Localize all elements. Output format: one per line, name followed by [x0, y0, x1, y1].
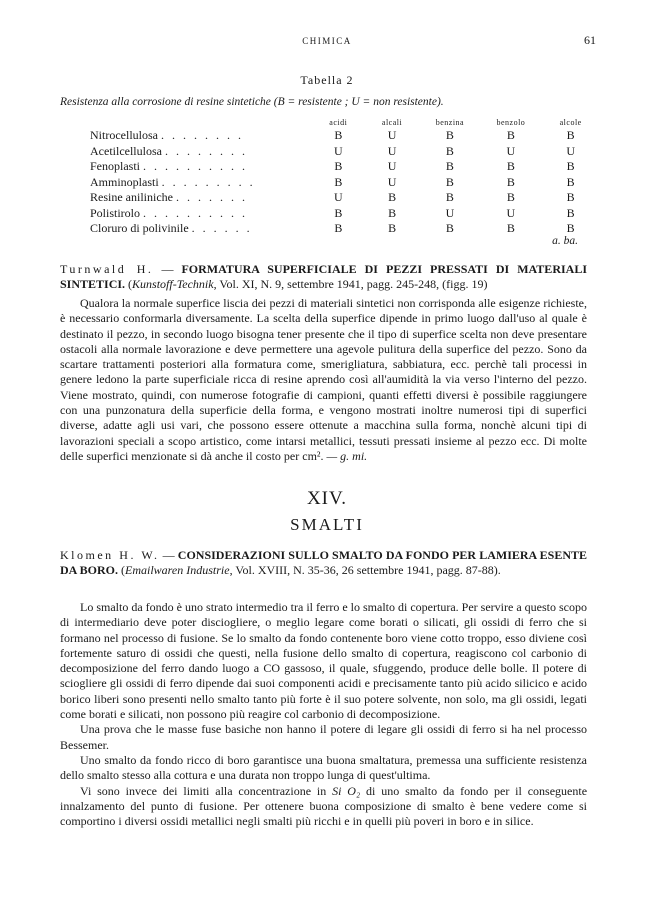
table-cell: U — [387, 128, 397, 143]
table-cell: B — [388, 221, 397, 236]
table-cell: B — [566, 174, 575, 189]
entry-body — [60, 600, 587, 829]
entry-details: , Vol. XI, N. 9, settembre 1941, pagg. 245-248, (figg. 19) — [213, 277, 488, 291]
entry-title: FORMATURA SUPERFICIALE DI PEZZI PRESSATI DI MATERIALI SINTETICI. — [60, 262, 587, 291]
table-cell: B — [388, 190, 397, 205]
table-cell: B — [566, 221, 575, 236]
row-label: Cloruro di polivinile — [90, 221, 189, 236]
column-header: alcole — [559, 117, 582, 127]
row-label: Amminoplasti — [90, 174, 159, 189]
table-cell: B — [445, 190, 454, 205]
table-cell: B — [334, 205, 343, 220]
entry-source: Emailwaren Industrie — [125, 563, 230, 577]
table-caption: Resistenza alla corrosione di resine sintetiche (B = resistente ; U = non resistente). — [60, 96, 444, 108]
entry-dash: — — [159, 548, 178, 562]
table-cell: B — [506, 128, 515, 143]
paragraph-text: Vi sono invece dei limiti alla concentrazione in — [80, 783, 333, 798]
table-cell: U — [506, 143, 516, 158]
table-corner-cell — [60, 116, 312, 128]
table-cell: U — [445, 205, 455, 220]
entry-details: , Vol. XVIII, N. 35-36, 26 settembre 1941, pagg. 87-88). — [229, 563, 501, 577]
table-cell: B — [506, 190, 515, 205]
paragraph — [60, 296, 587, 464]
entry-author: Klomen H. W. — [60, 548, 160, 562]
table-cell: B — [334, 174, 343, 189]
table-row — [60, 221, 600, 237]
column-header: acidi — [329, 117, 348, 127]
row-label: Polistirolo — [90, 205, 141, 220]
paragraph: Lo smalto da fondo è uno strato intermedio tra il ferro e lo smalto di copertura. Per servire a questo scopo di intermediario deve poter disciogliere, o meglio legare come borati o silicati, gli ossidi di ferro che si formano nel processo di fusione. Se lo smalto da fondo contenente boro viene cotto troppo, esso diviene così fortemente saturo di ossidi che questi, nella fusione dello smalto di copertura, reagiscono col carbonio di decomposizione del ferro dando luogo a CO gassoso, il quale, sfuggendo, produce delle bolle. Il potere di sciogliere gli ossidi di ferro dipende dai suoi componenti acidi e precisamente tanto più acido silicico e acido borico liberi sono presenti nello smalto tanto più forte è il suo potere solvente, non solo, ma gli ossidi, legati come borati e silicati, non possono più reagire col carbonio di decomposizione. — [60, 600, 587, 722]
table-cell: B — [445, 159, 454, 174]
resin-resistance-table — [60, 116, 600, 237]
entry-heading: Klomen H. W. — CONSIDERAZIONI SULLO SMALTO DA FONDO PER LAMIERA ESENTE DA BORO. (Emailwaren Industrie, Vol. XVIII, N. 35-36, 26 settembre 1941, pagg. 87-88). — [60, 548, 588, 577]
entry-dash: — — [153, 262, 182, 276]
table-cell: B — [334, 128, 343, 143]
table-cell: B — [388, 205, 397, 220]
table-cell: B — [445, 143, 454, 158]
table-cell: B — [566, 128, 575, 143]
table-cell: B — [566, 205, 575, 220]
table-cell: U — [387, 143, 397, 158]
table-cell: B — [445, 174, 454, 189]
entry-signature: — g. mi. — [326, 448, 368, 463]
table-cell: B — [334, 221, 343, 236]
table-row — [60, 159, 600, 175]
table-title: Tabella 2 — [300, 73, 354, 87]
leader-dots: . . . . . . . . . . — [143, 159, 248, 174]
leader-dots: . . . . . . . . . — [161, 174, 256, 189]
paragraph-text: Qualora la normale superfice liscia dei pezzi di materiali sintetici non corrisponda alle esigenze richieste, è necessario conformarla diversamente. La scelta della superfice dipende in primo luogo dall'uso al quale è destinato il pezzo, in secondo luogo bisogna tener presente che il tipo di superfice scelta non deve presentare ostacoli alla normale lavorazione e deve permettere una agevole pulitura della superfice del pezzo. Sono da scartare trattamenti posteriori alla formatura come, smerigliatura, sabbiatura, ecc. perchè tali processi in genere ledono la parte superficiale ricca di resine aprendo così all'aumidità la via verso l'interno del pezzo. Viene mostrato, quindi, con numerose fotografie di campioni, quanti effetti diversi è possibile raggiungere con una punzonatura della superficie della forma, e vengono mostrati inoltre numerosi tipi di superfici diverse, adatte agli usi vari, che possono essere ottenute a macchina sulla forma, nonchè alcuni tipi di lavorazioni speciali a scopo artistico, come intarsi metallici, tessuti pressati insieme al pezzo ecc. Di molte delle superfici menzionate si dà anche il costo per cm². — [60, 296, 587, 463]
table-row — [60, 206, 600, 222]
row-label: Acetilcellulosa — [90, 143, 162, 158]
table-row — [60, 175, 600, 191]
paragraph: Uno smalto da fondo ricco di boro garantisce una buona smaltatura, premessa una sufficiente resistenza dello smalto stesso alla cottura e una durata non troppo lunga di quest'ultima. — [60, 752, 587, 783]
table-cell: B — [445, 128, 454, 143]
column-header: alcali — [381, 117, 403, 127]
leader-dots: . . . . . . — [191, 221, 253, 236]
table-cell: B — [506, 174, 515, 189]
table-row — [60, 128, 600, 144]
entry-source: Kunstoff-Technik — [132, 277, 214, 291]
table-cell: U — [506, 205, 516, 220]
column-header: benzolo — [496, 117, 526, 127]
table-cell: U — [333, 190, 343, 205]
leader-dots: . . . . . . . . — [160, 128, 244, 143]
table-cell: B — [566, 159, 575, 174]
leader-dots: . . . . . . . . — [164, 143, 248, 158]
entry-heading: Turnwald H. — FORMATURA SUPERFICIALE DI PEZZI PRESSATI DI MATERIALI SINTETICI. (Kunstoff-Technik, Vol. XI, N. 9, settembre 1941, pagg. 245-248, (figg. 19) — [60, 262, 587, 291]
table-cell: B — [445, 221, 454, 236]
table-row — [60, 190, 600, 206]
chemical-formula: Si O₂ — [332, 783, 361, 798]
table-cell: U — [333, 143, 343, 158]
row-label: Nitrocellulosa — [90, 128, 158, 143]
entry-body — [60, 296, 587, 464]
paragraph-text: di uno smalto da fondo per il conseguente innalzamento del punto di fusione. Per ottenere buona composizione di smalto è bene vedere come si comportino i diversi ossidi metallici negli smalti più ricchi e in quelli più poveri in boro e in silice. — [60, 783, 588, 829]
leader-dots: . . . . . . . — [175, 190, 248, 205]
leader-dots: . . . . . . . . . . — [143, 205, 248, 220]
table-cell: B — [506, 159, 515, 174]
row-label: Resine aniliniche — [90, 190, 173, 205]
section-title: SMALTI — [290, 515, 364, 534]
table-cell: B — [334, 159, 343, 174]
section-number: XIV. — [306, 488, 348, 509]
table-row — [60, 144, 600, 160]
table-cell: U — [566, 143, 576, 158]
paragraph: Una prova che le masse fuse basiche non hanno il potere di legare gli ossidi di ferro si ha nel processo Bessemer. — [60, 722, 587, 752]
table-cell: U — [387, 174, 397, 189]
entry-title: CONSIDERAZIONI SULLO SMALTO DA FONDO PER LAMIERA ESENTE DA BORO. — [60, 548, 588, 577]
paragraph — [60, 784, 587, 830]
table-cell: B — [566, 190, 575, 205]
running-head: CHIMICA — [302, 36, 352, 46]
table-cell: B — [506, 221, 515, 236]
page-number: 61 — [584, 33, 596, 47]
table-header-row — [60, 116, 600, 128]
table-cell: U — [387, 159, 397, 174]
row-label: Fenoplasti — [90, 159, 140, 174]
column-header: benzina — [435, 117, 465, 127]
table-signature: a. ba. — [552, 235, 578, 247]
entry-author: Turnwald H. — [60, 262, 154, 276]
